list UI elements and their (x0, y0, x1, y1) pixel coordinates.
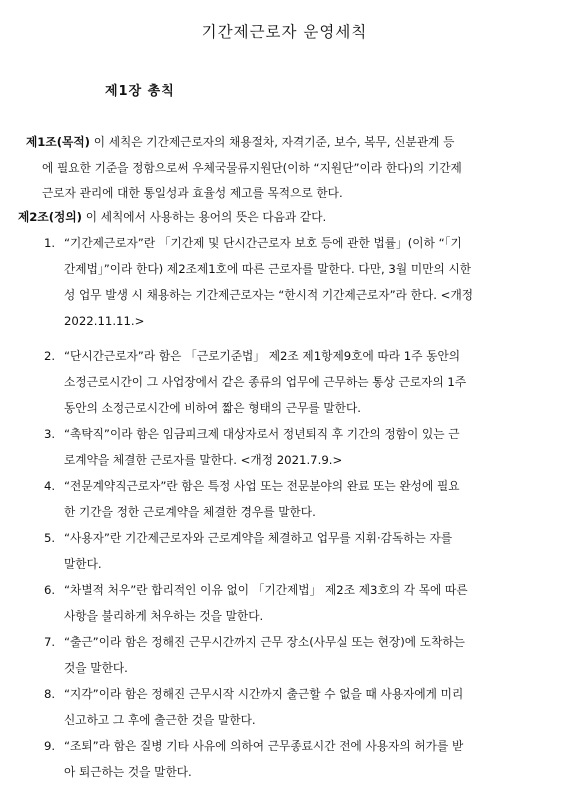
definition-line: “지각”이라 함은 정해진 근무시작 시간까지 출근할 수 없을 때 사용자에게 미리 (64, 687, 464, 701)
definition-line: 사항을 불리하게 처우하는 것을 말한다. (64, 609, 264, 623)
definition-line: 2022.11.11.> (64, 314, 145, 328)
definition-text (64, 230, 557, 334)
definition-number: 1. (44, 236, 56, 250)
article-2-text: 이 세칙에서 사용하는 용어의 뜻은 다음과 같다. (81, 210, 327, 224)
definition-line: 성 업무 발생 시 채용하는 기간제근로자는 “한시적 기간제근로자”라 한다. <개정 (64, 288, 474, 302)
definition-item-8 (44, 681, 557, 733)
definition-line: “차별적 처우”란 합리적인 이유 없이 「기간제법」 제2조 제3호의 각 목에 따른 (64, 583, 468, 597)
definition-text (64, 733, 557, 785)
definition-line: “전문계약직근로자”란 함은 특정 사업 또는 전문분야의 완료 또는 완성에 필요 (64, 479, 460, 493)
article-1-text-line-1: 이 세칙은 기간제근로자의 채용절차, 자격기준, 보수, 복무, 신분관계 등 (89, 135, 455, 149)
article-1-text-line-2: 에 필요한 기준을 정함으로써 우체국물류지원단(이하 “지원단”이라 한다)의 기간제 (42, 160, 462, 175)
definition-item-6 (44, 577, 557, 629)
definition-line: 아 퇴근하는 것을 말한다. (64, 765, 192, 779)
definition-item-7 (44, 629, 557, 681)
definition-item-1 (44, 230, 557, 334)
definition-line: 신고하고 그 후에 출근한 것을 말한다. (64, 713, 256, 727)
definition-line: “촉탁직”이라 함은 임금피크제 대상자로서 정년퇴직 후 기간의 정함이 있는 근 (64, 427, 460, 441)
definition-number: 9. (44, 739, 56, 753)
definition-number: 8. (44, 687, 56, 701)
definition-line: “기간제근로자”란 「기간제 및 단시간근로자 보호 등에 관한 법률」(이하 “「기 (64, 236, 462, 250)
definition-text (64, 681, 557, 733)
definition-number: 5. (44, 531, 56, 545)
article-1 (26, 130, 556, 207)
article-1-text-line-3: 근로자 관리에 대한 통일성과 효율성 제고를 목적으로 한다. (42, 186, 343, 200)
definition-line: “단시간근로자”라 함은 「근로기준법」 제2조 제1항제9호에 따라 1주 동안의 (64, 349, 461, 363)
definition-line: “조퇴”라 함은 질병 기타 사유에 의하여 근무종료시간 전에 사용자의 허가를 받 (64, 739, 464, 753)
article-1-heading: 제1조(목적) (26, 135, 90, 149)
definition-line: “출근”이라 함은 정해진 근무시간까지 근무 장소(사무실 또는 현장)에 도착하는 (64, 635, 465, 649)
definition-text (64, 421, 557, 473)
definition-text (64, 525, 557, 577)
definition-text (64, 577, 557, 629)
definition-item-4 (44, 473, 557, 525)
definition-line: 소정근로시간이 그 사업장에서 같은 종류의 업무에 근무하는 통상 근로자의 1주 (64, 375, 467, 389)
definition-number: 4. (44, 479, 56, 493)
definition-line: 간제법」”이라 한다) 제2조제1호에 따른 근로자를 말한다. 다만, 3월 미만의 시한 (64, 262, 472, 276)
definition-number: 2. (44, 349, 56, 363)
definition-item-2 (44, 343, 557, 421)
document-title: 기간제근로자 운영세칙 (201, 23, 368, 41)
definition-text (64, 343, 557, 421)
definition-line: 것을 말한다. (64, 661, 128, 675)
article-2 (18, 205, 548, 231)
chapter-heading: 제1장 총칙 (105, 84, 175, 99)
definition-item-5 (44, 525, 557, 577)
definition-number: 7. (44, 635, 56, 649)
definition-line: 말한다. (64, 557, 102, 571)
definition-item-9 (44, 733, 557, 785)
definition-text (64, 473, 557, 525)
article-2-heading: 제2조(정의) (18, 210, 82, 224)
definition-item-3 (44, 421, 557, 473)
definition-line: 로계약을 체결한 근로자를 말한다. <개정 2021.7.9.> (64, 453, 343, 467)
definitions-list (44, 230, 557, 785)
definition-line: “사용자”란 기간제근로자와 근로계약을 체결하고 업무를 지휘·감독하는 자를 (64, 531, 453, 545)
definition-text (64, 629, 557, 681)
definition-number: 6. (44, 583, 56, 597)
definition-line: 동안의 소정근로시간에 비하여 짧은 형태의 근무를 말한다. (64, 401, 361, 415)
definition-number: 3. (44, 427, 56, 441)
definition-line: 한 기간을 정한 근로계약을 체결한 경우를 말한다. (64, 505, 316, 519)
